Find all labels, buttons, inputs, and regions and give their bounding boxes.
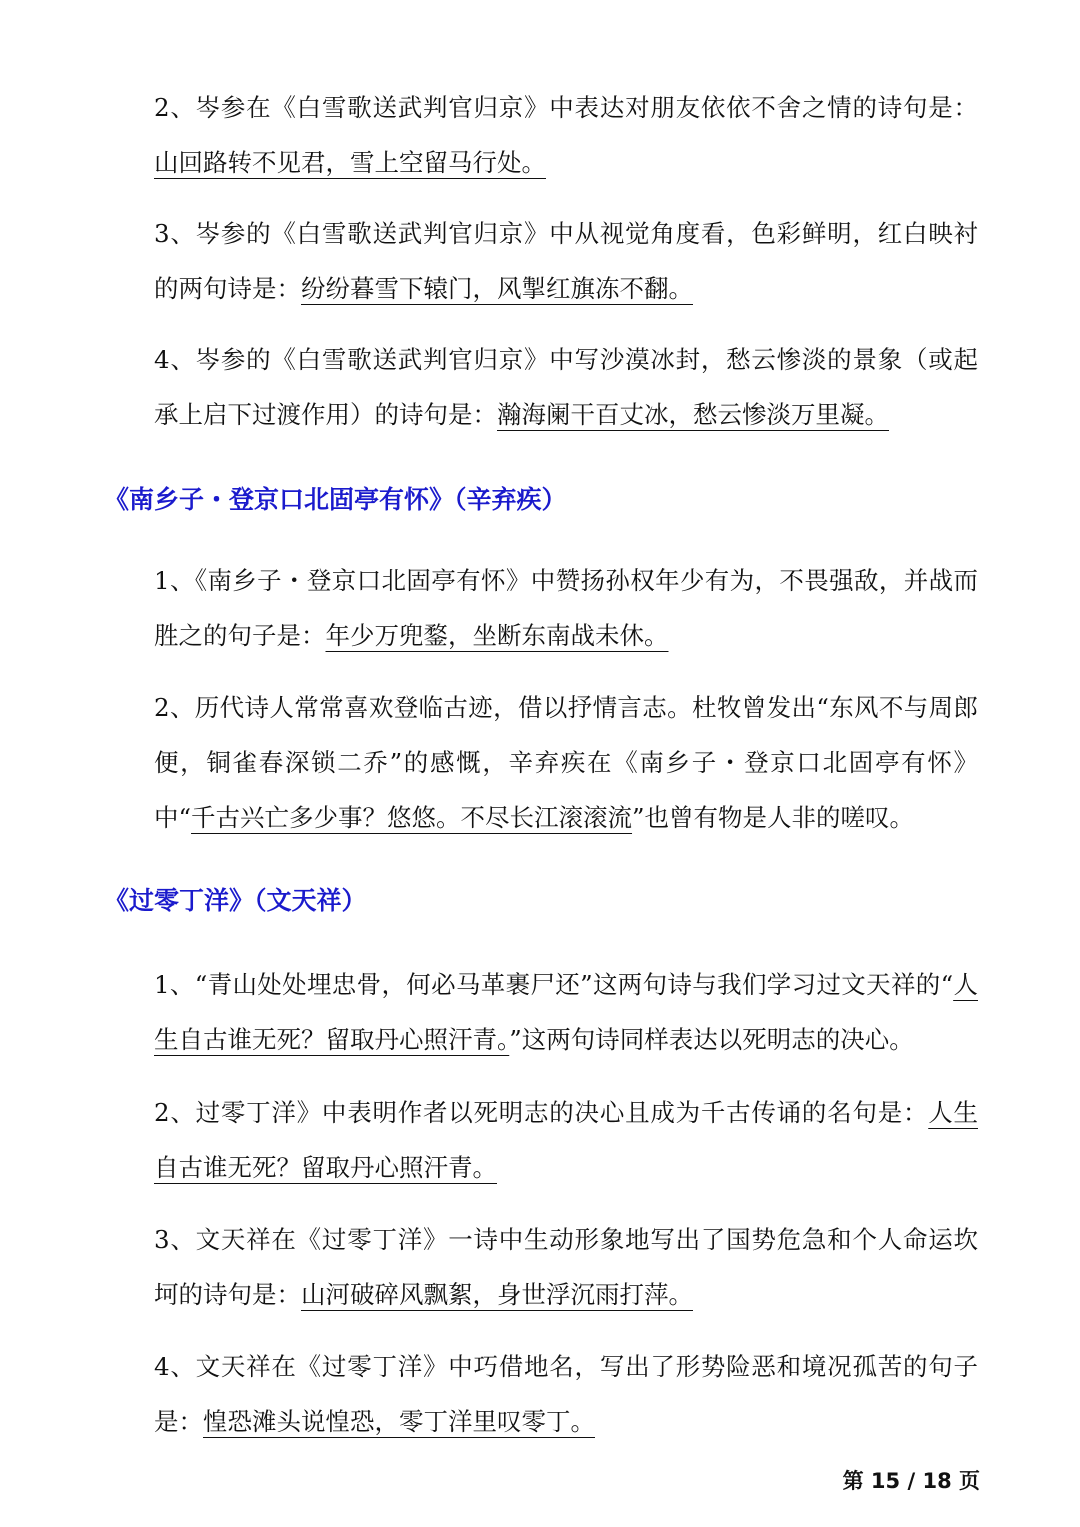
page-number-suffix: 页 [959, 1469, 980, 1493]
paragraph-text: 1、“青山处处埋忠骨，何必马革裹尸还”这两句诗与我们学习过文天祥的“ [154, 970, 954, 999]
paragraph-item-1 [104, 957, 978, 1067]
section-heading-guolingdingyang: 《过零丁洋》（文天祥） [104, 886, 367, 915]
answer-text: 山河破碎风飘絮，身世浮沉雨打萍。 [301, 1280, 693, 1309]
page-number [830, 1466, 980, 1496]
paragraph-text: 4、文天祥在《过零丁洋》中巧借地名，写出了形势险恶和境况孤苦的句子是： [154, 1352, 978, 1436]
paragraph-item-1 [104, 553, 978, 663]
answer-text: 千古兴亡多少事？悠悠。不尽长江滚滚流 [191, 803, 633, 832]
answer-text: 山回路转不见君，雪上空留马行处。 [154, 148, 546, 177]
paragraph-text: 1、《南乡子・登京口北固亭有怀》中赞扬孙权年少有为，不畏强敌，并战而胜之的句子是： [154, 566, 978, 650]
page-separator: / [907, 1469, 916, 1493]
answer-text: 年少万兜鍪，坐断东南战未休。 [325, 621, 669, 650]
current-page: 15 [870, 1469, 901, 1493]
paragraph-text: 3、岑参的《白雪歌送武判官归京》中从视觉角度看，色彩鲜明，红白映衬的两句诗是： [154, 219, 978, 303]
answer-text: 纷纷暮雪下辕门，风掣红旗冻不翻。 [301, 274, 693, 303]
paragraph-text-end: ”也曾有物是人非的嗟叹。 [632, 803, 915, 832]
paragraph-item-4 [104, 1339, 978, 1449]
paragraph-item-2 [104, 80, 978, 190]
paragraph-text: 2、过零丁洋》中表明作者以死明志的决心且成为千古传诵的名句是： [154, 1098, 929, 1127]
answer-text: 惶恐滩头说惶恐，零丁洋里叹零丁。 [203, 1407, 595, 1436]
paragraph-text-end: ”这两句诗同样表达以死明志的决心。 [509, 1025, 914, 1054]
answer-text: 人生自古谁无死？留取丹心照汗青。 [154, 1098, 978, 1182]
paragraph-text: 2、历代诗人常常喜欢登临古迹，借以抒情言志。杜牧曾发出“东风不与周郎便，铜雀春深锁二乔”的感慨，辛弃疾在《南乡子・登京口北固亭有怀》中“ [154, 693, 978, 832]
total-pages: 18 [922, 1469, 952, 1493]
answer-text: 瀚海阑干百丈冰，愁云惨淡万里凝。 [497, 400, 889, 429]
paragraph-item-3 [104, 206, 978, 316]
paragraph-item-2 [104, 1085, 978, 1195]
paragraph-text: 4、岑参的《白雪歌送武判官归京》中写沙漠冰封，愁云惨淡的景象（或起承上启下过渡作用）的诗句是： [154, 345, 978, 429]
paragraph-item-3 [104, 1212, 978, 1322]
answer-text: 人生自古谁无死？留取丹心照汗青。 [154, 970, 978, 1054]
section-heading-nanxiangzi: 《南乡子・登京口北固亭有怀》（辛弃疾） [104, 485, 567, 514]
paragraph-text: 2、岑参在《白雪歌送武判官归京》中表达对朋友依依不舍之情的诗句是： [154, 93, 978, 122]
page-number-prefix: 第 [842, 1469, 864, 1493]
paragraph-item-2 [104, 680, 978, 845]
paragraph-item-4 [104, 332, 978, 442]
paragraph-text: 3、文天祥在《过零丁洋》一诗中生动形象地写出了国势危急和个人命运坎坷的诗句是： [154, 1225, 978, 1309]
